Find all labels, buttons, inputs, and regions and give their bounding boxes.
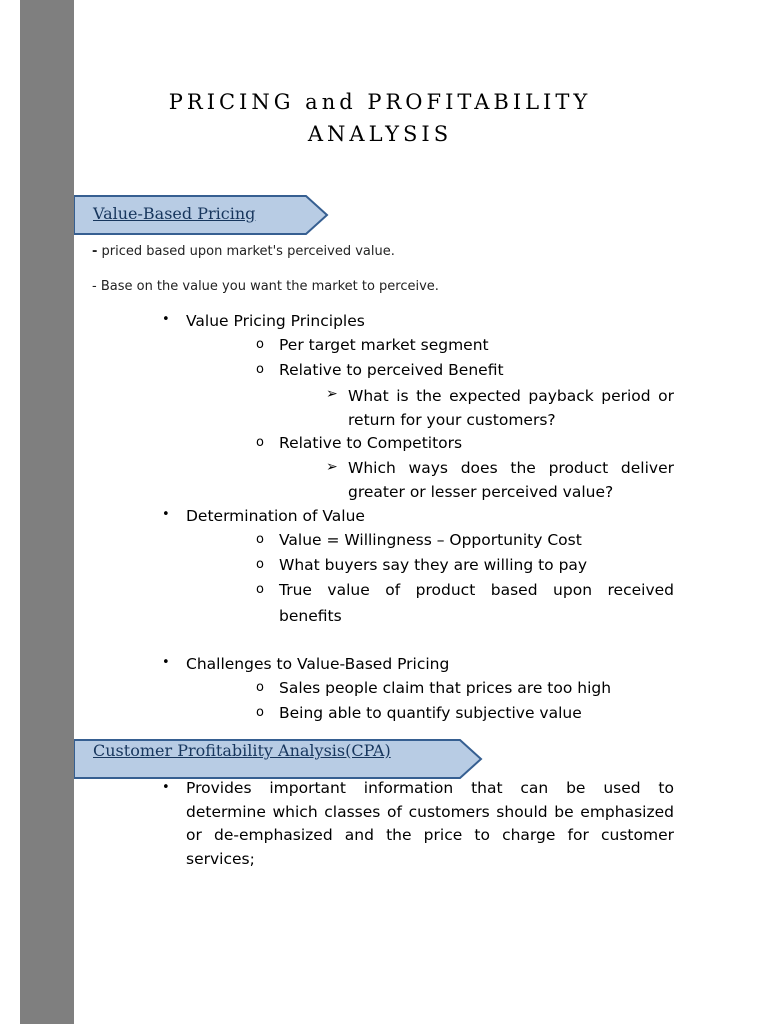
list-item-sales: Sales people claim that prices are too high [279,679,612,697]
list-item-payback-line2: return for your customers? [348,411,556,429]
note-text: priced based upon market's perceived value. [97,244,395,259]
list-item-per-segment: Per target market segment [279,336,489,354]
note-base-on-value: - Base on the value you want the market to perceive. [92,279,439,294]
circle-bullet-icon: o [256,705,264,720]
circle-bullet-icon: o [256,435,264,450]
list-item-deliver-line1: Which ways does the product deliver [348,459,674,477]
list-item-deliver-line2: greater or lesser perceived value? [348,483,614,501]
bullet-icon: • [162,780,170,795]
list-item-true-value-line2: benefits [279,607,342,625]
arrow-bullet-icon: ➢ [326,459,338,475]
left-margin-bar [20,0,74,1024]
title-line-2: ANALYSIS [307,122,453,146]
section-banner-cpa [74,739,484,779]
circle-bullet-icon: o [256,362,264,377]
list-item-quantify: Being able to quantify subjective value [279,704,582,722]
dash: - [92,244,98,259]
circle-bullet-icon: o [256,680,264,695]
page-title [120,86,640,150]
list-item-payback-line1: What is the expected payback period or [348,387,674,405]
list-item-relative-benefit: Relative to perceived Benefit [279,361,504,379]
paragraph-line-4: services; [186,850,255,868]
bullet-icon: • [162,507,170,522]
list-item-buyers: What buyers say they are willing to pay [279,556,588,574]
circle-bullet-icon: o [256,557,264,572]
arrow-bullet-icon: ➢ [326,386,338,402]
paragraph-line-2: determine which classes of customers should be emphasized [186,803,674,821]
section-banner-value-based-pricing [74,195,330,235]
bullet-icon: • [162,312,170,327]
note-perceived-value [92,244,395,259]
list-item-challenges: Challenges to Value-Based Pricing [186,655,450,673]
circle-bullet-icon: o [256,532,264,547]
section-heading: Value-Based Pricing [93,204,256,223]
paragraph-line-3: or de-emphasized and the price to charge for customer [186,826,674,844]
list-item-true-value-line1: True value of product based upon received [279,581,674,599]
list-item-relative-competitors: Relative to Competitors [279,434,463,452]
list-item-principles: Value Pricing Principles [186,312,365,330]
section-heading: Customer Profitability Analysis(CPA) [93,741,391,760]
circle-bullet-icon: o [256,337,264,352]
title-line-1: PRICING and PROFITABILITY [168,90,592,114]
list-item-formula: Value = Willingness – Opportunity Cost [279,531,582,549]
list-item-determination: Determination of Value [186,507,365,525]
bullet-icon: • [162,655,170,670]
circle-bullet-icon: o [256,582,264,597]
paragraph-line-1: Provides important information that can be used to [186,779,674,797]
